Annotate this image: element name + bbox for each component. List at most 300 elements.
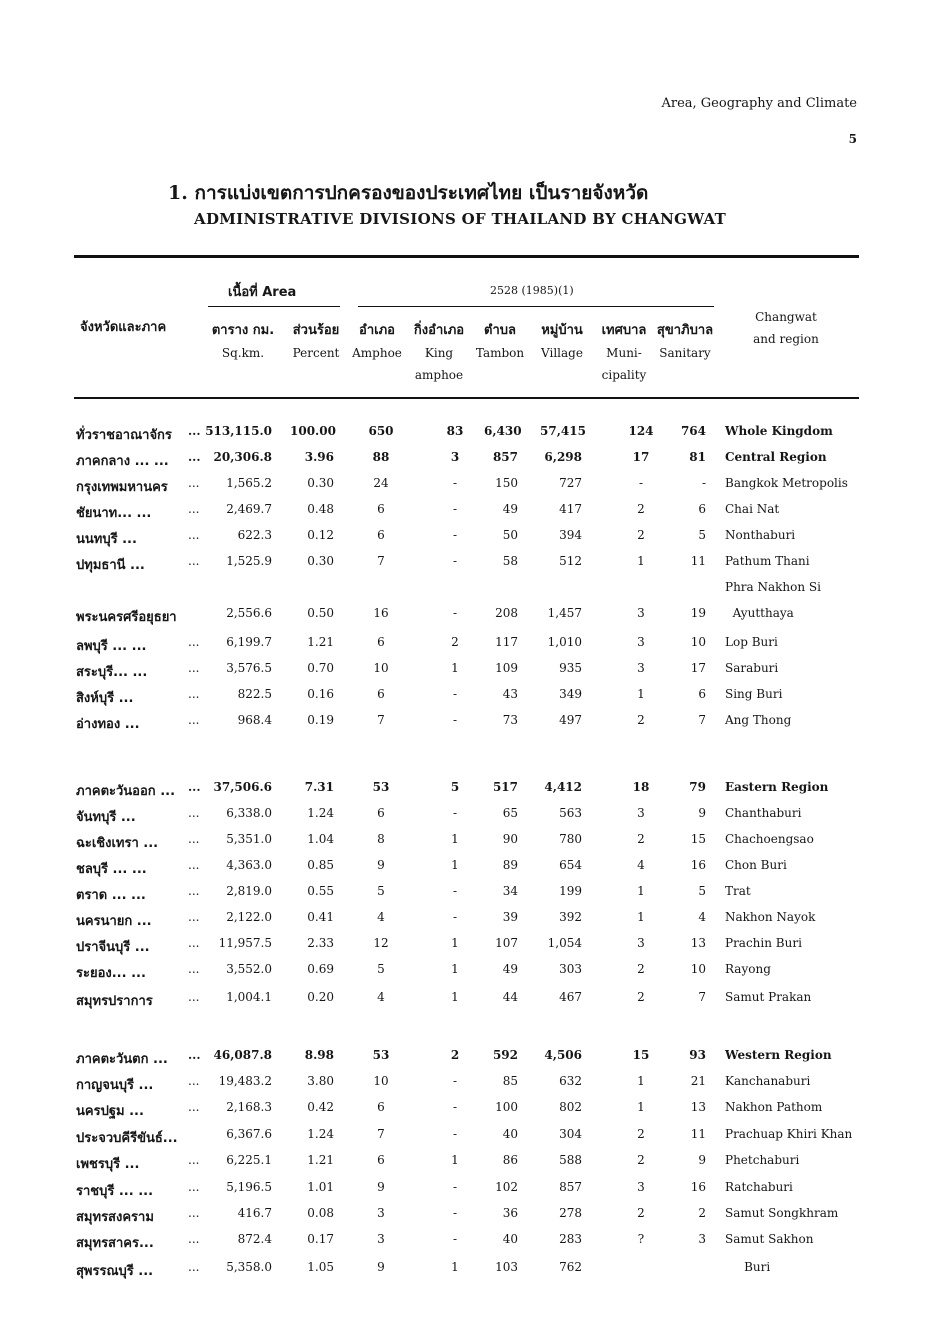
cell-pct: 7.31 <box>304 780 334 794</box>
cell-tambon: 102 <box>495 1180 518 1194</box>
cell-sanitary: 15 <box>690 832 706 846</box>
cell-tambon: 109 <box>495 661 518 675</box>
table-row <box>0 580 941 600</box>
cell-tambon: 40 <box>502 1232 518 1246</box>
cell-amphoe: 9 <box>377 1180 385 1194</box>
cell-muni: 18 <box>632 780 650 794</box>
cell-th: นนทบุรี ... <box>76 532 137 547</box>
cell-sqkm: 6,199.7 <box>226 635 272 649</box>
cell-muni: 3 <box>637 661 645 675</box>
cell-sanitary: 7 <box>698 990 706 1004</box>
cell-king: 2 <box>450 1048 460 1062</box>
cell-tambon: 49 <box>502 962 518 976</box>
cell-th: สิงห์บุรี ... <box>76 691 134 706</box>
cell-amphoe: 53 <box>372 780 390 794</box>
cell-king: - <box>452 528 458 542</box>
cell-sanitary: 16 <box>690 1180 706 1194</box>
cell-king: 1 <box>451 832 459 846</box>
cell-pct: 3.80 <box>307 1074 334 1088</box>
cell-tambon: 6,430 <box>484 424 522 438</box>
cell-village: 199 <box>559 884 582 898</box>
cell-amphoe: 6 <box>377 687 385 701</box>
cell-village: 512 <box>559 554 582 568</box>
cell-pct: 0.85 <box>307 858 334 872</box>
cell-king: - <box>452 1232 458 1246</box>
king-en2: amphoe <box>414 368 464 382</box>
cell-tambon: 103 <box>495 1260 518 1274</box>
cell-tambon: 36 <box>502 1206 518 1220</box>
table-row <box>0 1232 941 1252</box>
cell-dots: ... <box>188 780 201 794</box>
muni-en2: cipality <box>601 368 647 382</box>
cell-pct: 0.70 <box>307 661 334 675</box>
cell-th: นครนายก ... <box>76 914 152 929</box>
region-en2: and region <box>753 332 819 346</box>
cell-muni: 2 <box>637 962 645 976</box>
cell-sanitary: 6 <box>698 687 706 701</box>
cell-en: Ang Thong <box>725 713 792 727</box>
amphoe-en: Amphoe <box>352 346 402 360</box>
cell-en: Western Region <box>725 1048 832 1062</box>
cell-th: ระยอง... ... <box>76 966 146 981</box>
cell-tambon: 44 <box>502 990 518 1004</box>
cell-sanitary: 11 <box>690 554 706 568</box>
cell-dots: ... <box>188 936 200 950</box>
title-english: ADMINISTRATIVE DIVISIONS OF THAILAND BY CHANGWAT <box>194 210 727 228</box>
tambon-en: Tambon <box>475 346 525 360</box>
cell-muni: - <box>638 476 644 490</box>
cell-dots: ... <box>188 910 200 924</box>
cell-sanitary: 13 <box>690 1100 706 1114</box>
table-row <box>0 806 941 826</box>
cell-th: ทั่วราชอาณาจักร <box>76 428 172 443</box>
king-th: กิ่งอำเภอ <box>413 323 465 338</box>
cell-king: - <box>452 687 458 701</box>
cell-amphoe: 5 <box>377 884 385 898</box>
table-row <box>0 990 941 1010</box>
cell-th: นครปฐม ... <box>76 1104 144 1119</box>
cell-king: - <box>452 502 458 516</box>
cell-village: 394 <box>559 528 582 542</box>
cell-pct: 0.16 <box>307 687 334 701</box>
cell-muni: 1 <box>637 1074 645 1088</box>
cell-th: ปราจีนบุรี ... <box>76 940 150 955</box>
cell-king: 1 <box>451 661 459 675</box>
cell-dots: ... <box>188 1153 200 1167</box>
cell-sanitary: 13 <box>690 936 706 950</box>
cell-village: 802 <box>559 1100 582 1114</box>
cell-muni: 1 <box>637 884 645 898</box>
cell-tambon: 73 <box>502 713 518 727</box>
cell-sanitary: 16 <box>690 858 706 872</box>
col-province-th: จังหวัดและภาค <box>80 320 167 335</box>
cell-th: ประจวบคีรีขันธ์... <box>76 1131 178 1146</box>
cell-king: 5 <box>450 780 460 794</box>
cell-amphoe: 4 <box>377 990 385 1004</box>
table-row <box>0 606 941 626</box>
cell-muni: 3 <box>637 1180 645 1194</box>
cell-amphoe: 9 <box>377 1260 385 1274</box>
cell-en: Phetchaburi <box>725 1153 800 1167</box>
cell-en: Lop Buri <box>725 635 778 649</box>
cell-dots: ... <box>188 502 200 516</box>
table-row <box>0 554 941 574</box>
cell-muni: 1 <box>637 1100 645 1114</box>
cell-king: 1 <box>451 858 459 872</box>
cell-muni: 2 <box>637 502 645 516</box>
page-number: 5 <box>848 132 857 146</box>
cell-en: Whole Kingdom <box>725 424 833 438</box>
cell-amphoe: 5 <box>377 962 385 976</box>
cell-king: 83 <box>446 424 464 438</box>
cell-th: สมุทรปราการ <box>76 994 153 1009</box>
cell-pct: 8.98 <box>304 1048 334 1062</box>
cell-dots: ... <box>188 1206 200 1220</box>
table-row <box>0 1260 941 1280</box>
cell-en: Sing Buri <box>725 687 783 701</box>
cell-en: Samut Songkhram <box>725 1206 839 1220</box>
muni-th: เทศบาล <box>601 323 647 338</box>
cell-muni: 4 <box>637 858 645 872</box>
cell-en: Phra Nakhon Si <box>725 580 821 594</box>
cell-tambon: 86 <box>502 1153 518 1167</box>
running-header: Area, Geography and Climate <box>661 96 857 111</box>
cell-dots: ... <box>188 806 200 820</box>
cell-sqkm: 1,004.1 <box>226 990 272 1004</box>
cell-village: 857 <box>559 1180 582 1194</box>
cell-dots: ... <box>188 661 200 675</box>
table-row <box>0 1048 941 1068</box>
cell-en: Central Region <box>725 450 827 464</box>
table-row <box>0 780 941 800</box>
sqkm-en: Sq.km. <box>221 346 265 360</box>
cell-sanitary: 764 <box>680 424 706 438</box>
cell-king: - <box>452 910 458 924</box>
cell-pct: 1.04 <box>307 832 334 846</box>
cell-dots: ... <box>188 1048 201 1062</box>
cell-dots: ... <box>188 1100 200 1114</box>
cell-th: ภาคตะวันตก ... <box>76 1052 168 1067</box>
cell-sqkm: 1,525.9 <box>226 554 272 568</box>
cell-village: 417 <box>559 502 582 516</box>
cell-dots: ... <box>188 554 200 568</box>
cell-en: Chon Buri <box>725 858 787 872</box>
cell-sqkm: 2,168.3 <box>226 1100 272 1114</box>
cell-sqkm: 19,483.2 <box>218 1074 272 1088</box>
table-row <box>0 713 941 733</box>
table-row <box>0 476 941 496</box>
cell-th: สมุทรสาคร... <box>76 1236 154 1251</box>
cell-sanitary: 2 <box>698 1206 706 1220</box>
cell-sqkm: 968.4 <box>237 713 272 727</box>
cell-amphoe: 9 <box>377 858 385 872</box>
cell-amphoe: 3 <box>377 1206 385 1220</box>
cell-amphoe: 10 <box>373 661 389 675</box>
cell-muni: 2 <box>637 990 645 1004</box>
cell-th: ฉะเชิงเทรา ... <box>76 836 159 851</box>
cell-th: ภาคกลาง ... ... <box>76 454 169 469</box>
muni-en1: Muni- <box>606 346 642 360</box>
cell-th: ราชบุรี ... ... <box>76 1184 154 1199</box>
region-en1: Changwat <box>755 310 817 324</box>
cell-sanitary: 5 <box>698 528 706 542</box>
cell-village: 283 <box>559 1232 582 1246</box>
sanitary-en: Sanitary <box>659 346 711 360</box>
cell-pct: 0.17 <box>307 1232 334 1246</box>
cell-pct: 0.50 <box>307 606 334 620</box>
cell-muni: 3 <box>637 635 645 649</box>
cell-en: Rayong <box>725 962 771 976</box>
cell-village: 1,054 <box>547 936 582 950</box>
cell-sqkm: 11,957.5 <box>218 936 272 950</box>
village-en: Village <box>541 346 583 360</box>
cell-dots: ... <box>188 424 201 438</box>
cell-en: Buri <box>725 1260 771 1274</box>
cell-th: ลพบุรี ... ... <box>76 639 147 654</box>
cell-sqkm: 822.5 <box>237 687 272 701</box>
cell-amphoe: 7 <box>377 1127 385 1141</box>
cell-muni: ? <box>637 1232 645 1246</box>
cell-muni: 2 <box>637 1206 645 1220</box>
cell-pct: 0.48 <box>307 502 334 516</box>
cell-th: สุพรรณบุรี ... <box>76 1264 154 1279</box>
cell-en: Trat <box>725 884 751 898</box>
cell-tambon: 208 <box>495 606 518 620</box>
cell-th: กาญจนบุรี ... <box>76 1078 154 1093</box>
table-row <box>0 424 941 444</box>
cell-king: - <box>452 806 458 820</box>
cell-king: 1 <box>451 1260 459 1274</box>
cell-pct: 0.19 <box>307 713 334 727</box>
cell-muni: 2 <box>637 1127 645 1141</box>
table-row <box>0 936 941 956</box>
cell-tambon: 150 <box>495 476 518 490</box>
cell-th: จันทบุรี ... <box>76 810 136 825</box>
cell-amphoe: 12 <box>373 936 389 950</box>
cell-tambon: 39 <box>502 910 518 924</box>
cell-sqkm: 2,122.0 <box>226 910 272 924</box>
cell-amphoe: 6 <box>377 806 385 820</box>
table-row <box>0 1100 941 1120</box>
cell-en: Ayutthaya <box>725 606 794 620</box>
cell-en: Kanchanaburi <box>725 1074 811 1088</box>
cell-tambon: 50 <box>502 528 518 542</box>
cell-tambon: 89 <box>502 858 518 872</box>
cell-en: Prachuap Khiri Khan <box>725 1127 853 1141</box>
cell-dots: ... <box>188 635 200 649</box>
pct-th: ส่วนร้อย <box>292 323 340 338</box>
cell-village: 349 <box>559 687 582 701</box>
cell-sanitary: 9 <box>698 806 706 820</box>
cell-amphoe: 10 <box>373 1074 389 1088</box>
cell-tambon: 85 <box>502 1074 518 1088</box>
cell-pct: 1.05 <box>307 1260 334 1274</box>
cell-dots: ... <box>188 1232 200 1246</box>
cell-pct: 0.30 <box>307 476 334 490</box>
cell-amphoe: 53 <box>372 1048 390 1062</box>
king-en1: King <box>424 346 454 360</box>
cell-en: Samut Prakan <box>725 990 812 1004</box>
cell-village: 304 <box>559 1127 582 1141</box>
cell-pct: 0.55 <box>307 884 334 898</box>
cell-village: 563 <box>559 806 582 820</box>
cell-village: 1,010 <box>547 635 582 649</box>
tambon-th: ตำบล <box>484 323 516 338</box>
table-row <box>0 1180 941 1200</box>
cell-sqkm: 4,363.0 <box>226 858 272 872</box>
cell-amphoe: 6 <box>377 635 385 649</box>
cell-pct: 0.69 <box>307 962 334 976</box>
table-row <box>0 1153 941 1173</box>
cell-king: - <box>452 1206 458 1220</box>
cell-sanitary: 10 <box>690 635 706 649</box>
cell-muni: 3 <box>637 806 645 820</box>
cell-en: Ratchaburi <box>725 1180 793 1194</box>
cell-tambon: 592 <box>492 1048 518 1062</box>
cell-sanitary: 19 <box>690 606 706 620</box>
table-row <box>0 687 941 707</box>
cell-dots: ... <box>188 858 200 872</box>
cell-dots: ... <box>188 713 200 727</box>
cell-pct: 1.21 <box>307 635 334 649</box>
cell-muni: 2 <box>637 528 645 542</box>
cell-king: 1 <box>451 936 459 950</box>
cell-th: ภาคตะวันออก ... <box>76 784 176 799</box>
cell-village: 654 <box>559 858 582 872</box>
table-row <box>0 962 941 982</box>
cell-sanitary: 11 <box>690 1127 706 1141</box>
cell-amphoe: 6 <box>377 1100 385 1114</box>
cell-sqkm: 5,196.5 <box>226 1180 272 1194</box>
cell-th: สมุทรสงคราม <box>76 1210 154 1225</box>
cell-sanitary: 17 <box>690 661 706 675</box>
cell-en: Bangkok Metropolis <box>725 476 848 490</box>
cell-king: 2 <box>451 635 459 649</box>
cell-village: 4,506 <box>544 1048 582 1062</box>
cell-village: 57,415 <box>540 424 586 438</box>
cell-king: - <box>452 476 458 490</box>
sanitary-th: สุขาภิบาล <box>656 323 714 338</box>
cell-amphoe: 7 <box>377 713 385 727</box>
cell-village: 588 <box>559 1153 582 1167</box>
cell-pct: 0.30 <box>307 554 334 568</box>
sqkm-th: ตาราง กม. <box>211 323 275 338</box>
cell-village: 935 <box>559 661 582 675</box>
cell-sqkm: 5,358.0 <box>226 1260 272 1274</box>
cell-en: Chachoengsao <box>725 832 814 846</box>
table-row <box>0 502 941 522</box>
cell-sqkm: 2,556.6 <box>226 606 272 620</box>
cell-village: 392 <box>559 910 582 924</box>
cell-muni: 2 <box>637 1153 645 1167</box>
cell-tambon: 65 <box>502 806 518 820</box>
cell-sanitary: 21 <box>690 1074 706 1088</box>
table-row <box>0 1074 941 1094</box>
cell-king: - <box>452 1127 458 1141</box>
cell-tambon: 107 <box>495 936 518 950</box>
cell-king: - <box>452 606 458 620</box>
cell-dots: ... <box>188 1260 200 1274</box>
cell-th: ปทุมธานี ... <box>76 558 145 573</box>
cell-muni: 1 <box>637 554 645 568</box>
cell-sqkm: 37,506.6 <box>213 780 272 794</box>
cell-th: กรุงเทพมหานคร <box>76 480 168 495</box>
cell-amphoe: 650 <box>368 424 394 438</box>
cell-pct: 2.33 <box>307 936 334 950</box>
cell-sqkm: 3,576.5 <box>226 661 272 675</box>
cell-en: Samut Sakhon <box>725 1232 814 1246</box>
cell-village: 303 <box>559 962 582 976</box>
cell-sqkm: 46,087.8 <box>213 1048 272 1062</box>
cell-amphoe: 24 <box>373 476 389 490</box>
cell-sqkm: 3,552.0 <box>226 962 272 976</box>
cell-sqkm: 20,306.8 <box>213 450 272 464</box>
cell-muni: 2 <box>637 713 645 727</box>
cell-village: 727 <box>559 476 582 490</box>
cell-tambon: 43 <box>502 687 518 701</box>
cell-th: อ่างทอง ... <box>76 717 140 732</box>
cell-sqkm: 2,819.0 <box>226 884 272 898</box>
table-row <box>0 635 941 655</box>
cell-sanitary: 93 <box>689 1048 706 1062</box>
pct-en: Percent <box>292 346 340 360</box>
cell-amphoe: 4 <box>377 910 385 924</box>
cell-en: Nonthaburi <box>725 528 796 542</box>
area-label: เนื้อที่ Area <box>228 285 297 300</box>
cell-tambon: 49 <box>502 502 518 516</box>
cell-village: 632 <box>559 1074 582 1088</box>
cell-amphoe: 7 <box>377 554 385 568</box>
cell-dots: ... <box>188 832 200 846</box>
cell-sanitary: 3 <box>698 1232 706 1246</box>
cell-amphoe: 16 <box>373 606 389 620</box>
cell-pct: 0.12 <box>307 528 334 542</box>
cell-village: 762 <box>559 1260 582 1274</box>
cell-tambon: 857 <box>492 450 518 464</box>
table-row <box>0 910 941 930</box>
cell-sqkm: 513,115.0 <box>205 424 272 438</box>
cell-village: 6,298 <box>544 450 582 464</box>
cell-amphoe: 6 <box>377 528 385 542</box>
cell-sanitary: 4 <box>698 910 706 924</box>
cell-en: Chanthaburi <box>725 806 802 820</box>
cell-dots: ... <box>188 450 201 464</box>
cell-sanitary: 5 <box>698 884 706 898</box>
cell-dots: ... <box>188 884 200 898</box>
cell-pct: 100.00 <box>290 424 336 438</box>
cell-amphoe: 8 <box>377 832 385 846</box>
cell-muni: 1 <box>637 910 645 924</box>
cell-sqkm: 6,225.1 <box>226 1153 272 1167</box>
cell-th: ชลบุรี ... ... <box>76 862 147 877</box>
cell-th: ตราด ... ... <box>76 888 146 903</box>
table-row <box>0 832 941 852</box>
cell-pct: 1.01 <box>307 1180 334 1194</box>
cell-en: Nakhon Pathom <box>725 1100 823 1114</box>
cell-muni: 1 <box>637 687 645 701</box>
cell-muni: 15 <box>632 1048 650 1062</box>
cell-en: Prachin Buri <box>725 936 802 950</box>
cell-dots: ... <box>188 962 200 976</box>
cell-th: ชัยนาท... ... <box>76 506 152 521</box>
cell-sqkm: 2,469.7 <box>226 502 272 516</box>
title-thai: 1. การแบ่งเขตการปกครองของประเทศไทย เป็นรายจังหวัด <box>168 182 649 204</box>
cell-sqkm: 416.7 <box>237 1206 272 1220</box>
table-row <box>0 661 941 681</box>
cell-sqkm: 872.4 <box>237 1232 272 1246</box>
cell-sanitary: 10 <box>690 962 706 976</box>
cell-dots: ... <box>188 1074 200 1088</box>
